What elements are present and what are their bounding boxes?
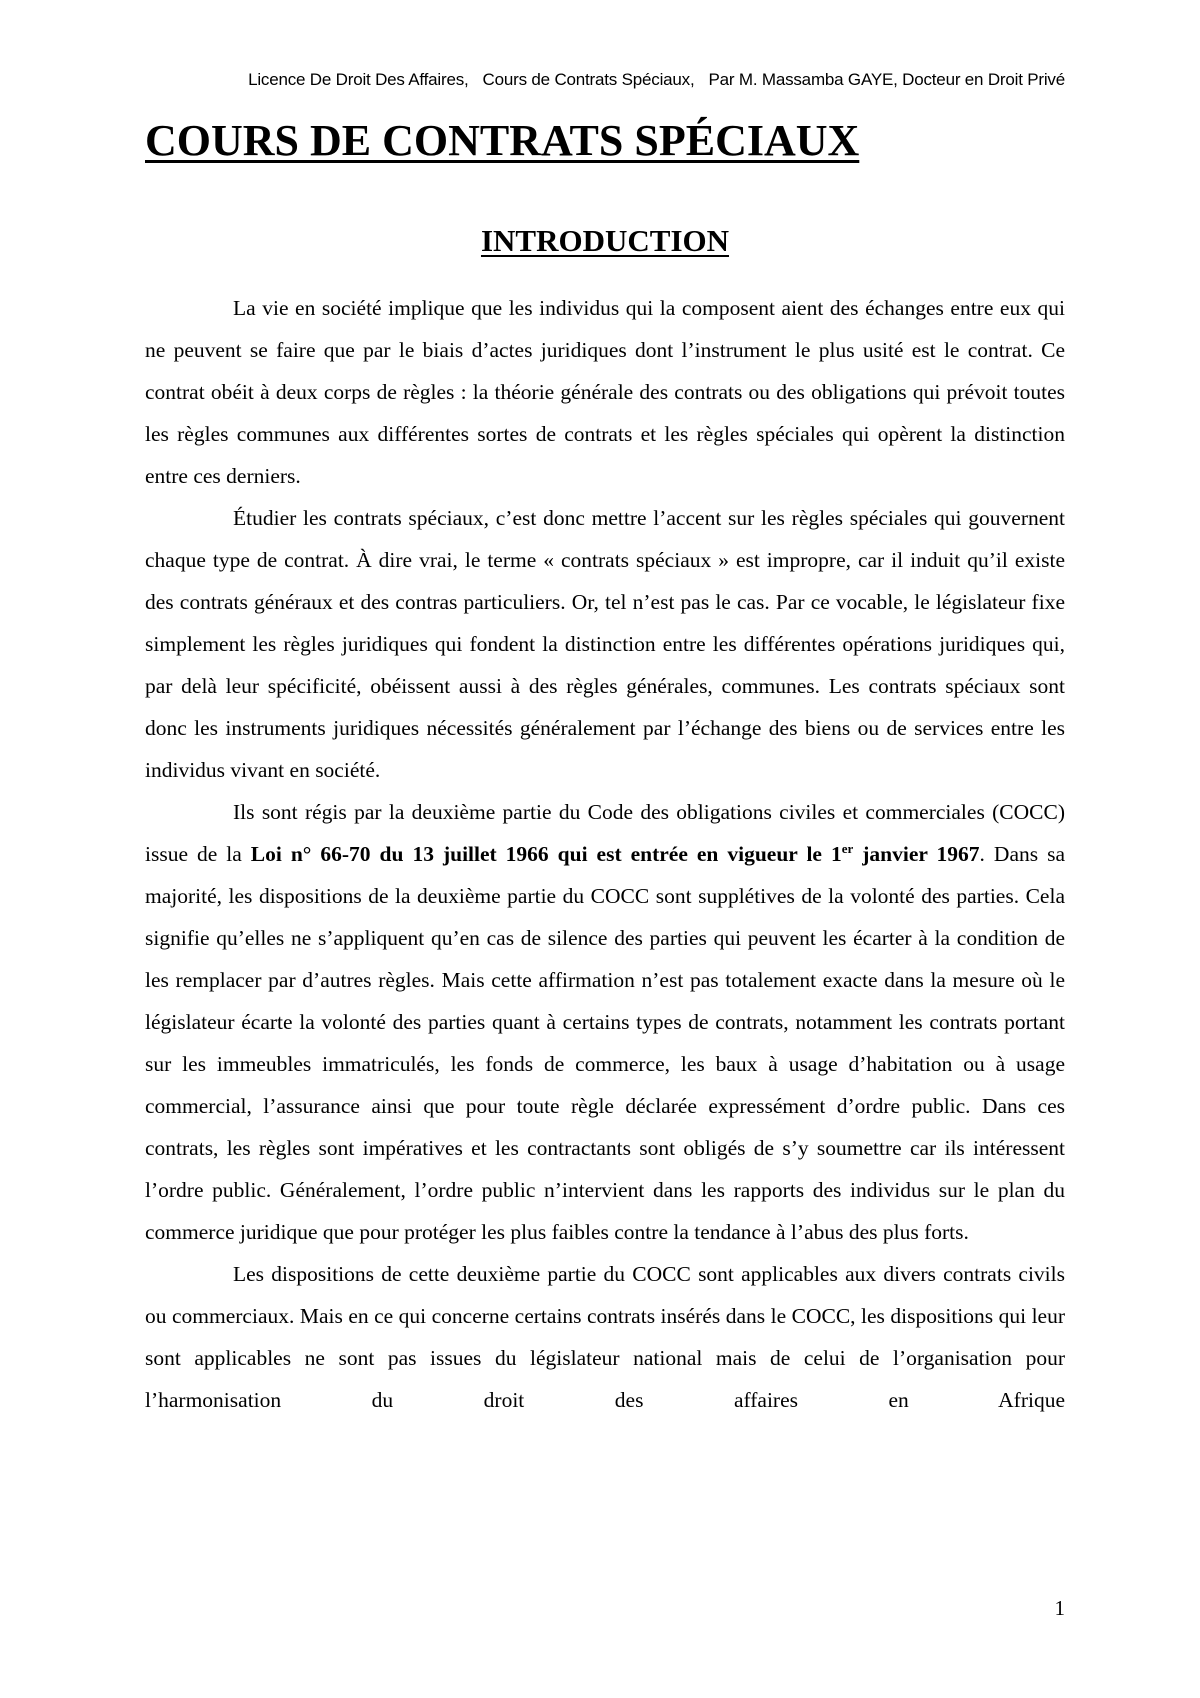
paragraph-3-rest: . Dans sa majorité, les dispositions de la deuxième partie du COCC sont supplétives de la volonté des parties. Cela signifie qu’elles ne s’appliquent qu’en cas de silence des parties qui peuvent les écarter à la condition de les remplacer par d’autres règles. Mais cette affirmation n’est pas totalement exacte dans la mesure où le législateur écarte la volonté des parties quant à certains types de contrats, notamment les contrats portant sur les immeubles immatriculés, les fonds de commerce, les baux à usage d’habitation ou à usage commercial, l’assurance ainsi que pour toute règle déclarée expressément d’ordre public. Dans ces contrats, les règles sont impératives et les contractants sont obligés de s’y soumettre car ils intéressent l’ordre public. Généralement, l’ordre public n’intervient dans les rapports des individus sur le plan du commerce juridique que pour protéger les plus faibles contre la tendance à l’abus des plus forts.	[145, 842, 1066, 1244]
paragraph-3-intro: Ils sont régis par la deuxième partie du Code des obligations civiles et commerciales (COCC) issue de la	[145, 800, 1065, 866]
section-title: INTRODUCTION	[480, 223, 730, 258]
running-header	[145, 70, 1065, 90]
header-program: Licence De Droit Des Affaires,	[248, 70, 469, 89]
paragraph-1: La vie en société implique que les individus qui la composent aient des échanges entre eux qui ne peuvent se faire que par le biais d’actes juridiques dont l’instrument le plus usité est le contrat. Ce contrat obéit à deux corps de règles : la théorie générale des contrats ou des obligations qui prévoit toutes les règles communes aux différentes sortes de contrats et les règles spéciales qui opèrent la distinction entre ces derniers.	[145, 296, 1065, 488]
document-title: COURS DE CONTRATS SPÉCIAUX	[145, 116, 860, 165]
header-author: Par M. Massamba GAYE, Docteur en Droit Privé	[708, 70, 1065, 89]
header-course: Cours de Contrats Spéciaux,	[482, 70, 695, 89]
page-number: 1	[1054, 1596, 1065, 1620]
ordinal-superscript: er	[841, 840, 854, 856]
paragraph-3	[145, 791, 1065, 1253]
law-reference: Loi n° 66-70 du 13 juillet 1966 qui est entrée en vigueur le 1er janvier 1967	[250, 840, 980, 866]
paragraph-2: Étudier les contrats spéciaux, c’est donc mettre l’accent sur les règles spéciales qui gouvernent chaque type de contrat. À dire vrai, le terme « contrats spéciaux » est impropre, car il induit qu’il existe des contrats généraux et des contras particuliers. Or, tel n’est pas le cas. Par ce vocable, le législateur fixe simplement les règles juridiques qui fondent la distinction entre les différentes opérations juridiques qui, par delà leur spécificité, obéissent aussi à des règles générales, communes. Les contrats spéciaux sont donc les instruments juridiques nécessités généralement par l’échange des biens ou de services entre les individus vivant en société.	[145, 506, 1065, 782]
paragraph-4: Les dispositions de cette deuxième partie du COCC sont applicables aux divers contrats civils ou commerciaux. Mais en ce qui concerne certains contrats insérés dans le COCC, les dispositions qui leur sont applicables ne sont pas issues du législateur national mais de celui de l’organisation pour l’harmonisation du droit des affaires en Afrique	[145, 1262, 1065, 1412]
document-body	[145, 287, 1065, 1421]
